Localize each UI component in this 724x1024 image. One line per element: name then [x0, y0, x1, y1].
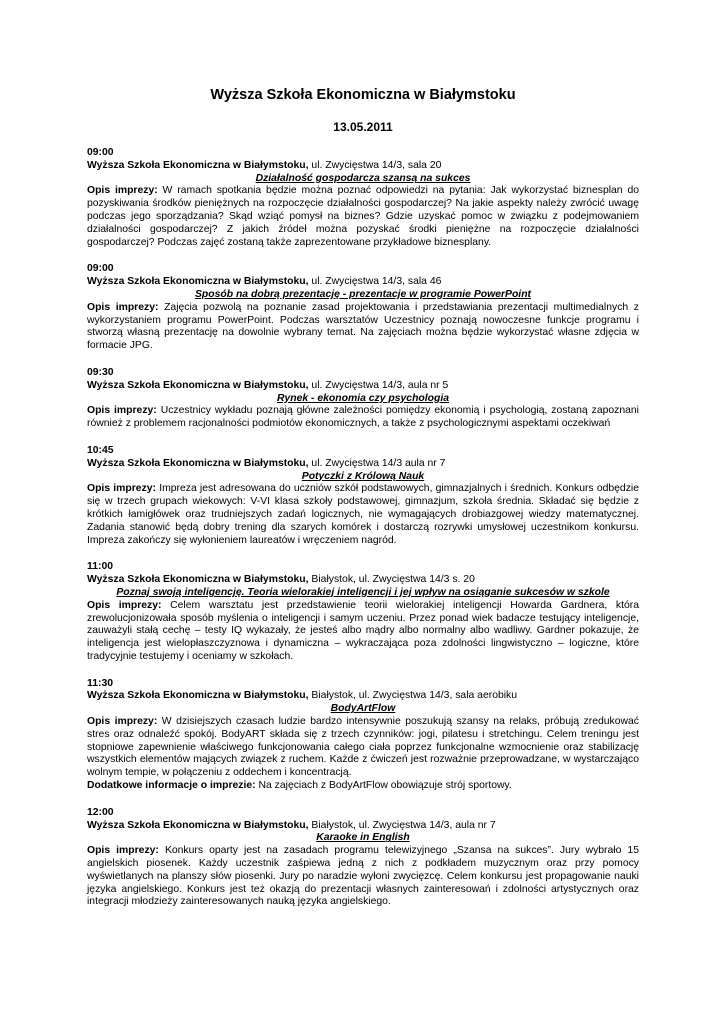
event-address: ul. Zwycięstwa 14/3, aula nr 5 — [308, 379, 449, 391]
event-address: Białystok, ul. Zwycięstwa 14/3, aula nr 7 — [308, 819, 496, 831]
document-title: Wyższa Szkoła Ekonomiczna w Białymstoku — [210, 87, 516, 103]
event-description — [87, 600, 639, 664]
description-label: Opis imprezy: — [87, 185, 158, 197]
event-topic: Karaoke in English — [316, 832, 410, 844]
event-venue — [87, 820, 639, 833]
event-institution: Wyższa Szkoła Ekonomiczna w Białymstoku, — [87, 276, 309, 288]
description-label: Opis imprezy: — [87, 599, 162, 611]
event-address: Białystok, ul. Zwycięstwa 14/3, sala aerobiku — [308, 690, 518, 702]
description-label: Opis imprezy: — [87, 405, 157, 417]
event-address: ul. Zwycięstwa 14/3 aula nr 7 — [308, 457, 446, 469]
description-text: W ramach spotkania będzie można poznać odpowiedzi na pytania: Jak wykorzystać biznesplan do pozyskiwania środków pieniężnych na rozpoczęcie działalności gospodarczej? Na jakie aspekty należy zwrócić uwagę podczas jego sporządzania? Skąd wziąć pomysł na biznes? Gdzie uzyskać pomoc w związku z podejmowaniem działalności gospodarczej? Z jakich źródeł można pozyskać środki pieniężne na rozpoczęcie działalności gospodarczej? Podczas zajęć zostaną także zaprezentowane przykładowe biznesplany. — [87, 185, 639, 248]
description-text: Zajęcia pozwolą na poznanie zasad projektowania i przedstawiania prezentacji multimedialnych z wykorzystaniem programu PowerPoint. Podczas warsztatów Uczestnicy poznają nowoczesne funkcje programu i stworzą własną prezentację na dowolnie wybrany temat. Na zajęciach można będzie wykorzystać własne zdjęcia w formacie JPG. — [87, 301, 639, 352]
event-institution: Wyższa Szkoła Ekonomiczna w Białymstoku, — [87, 159, 309, 171]
event-block — [87, 263, 639, 353]
description-text: Konkurs oparty jest na zasadach programu telewizyjnego „Szansa na sukces”. Jury wybrało 15 angielskich piosenek. Każdy uczestnik zaśpiewa jedną z nich z podkładem muzycznym oraz przy pomocy wyświetlanych na planszy słów piosenki. Jury po naradzie wyłoni zwycięzcę. Celem konkursu jest propagowanie nauki języka angielskiego. Konkurs jest też okazją do prezentacji własnych zainteresowań i zdolności artystycznych oraz integracji młodzieży zainteresowanych nauką języka angielskiego. — [87, 845, 640, 908]
event-venue — [87, 458, 639, 471]
event-block — [87, 147, 639, 249]
event-block — [87, 445, 639, 547]
event-topic: BodyArtFlow — [330, 703, 396, 715]
event-time: 09:30 — [87, 366, 114, 378]
event-venue — [87, 160, 639, 173]
event-description — [87, 716, 639, 780]
event-block — [87, 367, 639, 431]
document-page — [87, 84, 639, 909]
event-description — [87, 302, 639, 353]
event-description — [87, 185, 639, 249]
event-institution: Wyższa Szkoła Ekonomiczna w Białymstoku, — [87, 574, 309, 586]
document-date: 13.05.2011 — [333, 120, 393, 134]
extra-info-text: Na zajęciach z BodyArtFlow obowiązuje strój sportowy. — [255, 780, 512, 792]
event-time: 12:00 — [87, 806, 114, 818]
description-label: Opis imprezy: — [87, 845, 159, 857]
event-address: ul. Zwycięstwa 14/3, sala 46 — [308, 276, 442, 288]
event-block — [87, 678, 639, 793]
description-text: W dzisiejszych czasach ludzie bardzo intensywnie poszukują szansy na relaks, próbują zredukować stres oraz odnaleźć spokój. BodyART składa się z trzech czynników: jogi, pilatesu i stretchingu. Celem treningu jest stopniowe zapewnienie właściwego funkcjonowania całego ciała poprzez funkcjonalne wzmocnienie oraz stabilizację wszystkich elementów mających związek z ruchem. Każde z ćwiczeń jest rozważnie przeprowadzane, w wystarczająco wolnym tempie, w połączeniu z oddechem i koncentracją. — [87, 716, 640, 779]
event-topic: Poznaj swoją inteligencję. Teoria wielorakiej inteligencji i jej wpływ na osiąganie sukcesów w szkole — [116, 586, 610, 598]
event-address: ul. Zwycięstwa 14/3, sala 20 — [308, 159, 442, 171]
event-institution: Wyższa Szkoła Ekonomiczna w Białymstoku, — [87, 379, 309, 391]
event-extra-info — [87, 780, 639, 793]
event-time: 11:30 — [87, 677, 114, 689]
event-topic: Działalność gospodarcza szansą na sukces — [255, 172, 471, 184]
description-label: Opis imprezy: — [87, 301, 159, 313]
event-description — [87, 483, 639, 547]
event-venue — [87, 690, 639, 703]
event-venue — [87, 574, 639, 587]
event-block — [87, 561, 639, 663]
event-time: 09:00 — [87, 147, 114, 158]
event-venue — [87, 380, 639, 393]
event-venue — [87, 276, 639, 289]
event-institution: Wyższa Szkoła Ekonomiczna w Białymstoku, — [87, 690, 309, 702]
event-topic: Sposób na dobrą prezentację - prezentacje w programie PowerPoint — [194, 288, 532, 300]
event-description — [87, 405, 639, 431]
event-time: 11:00 — [87, 561, 114, 573]
event-block — [87, 807, 639, 909]
event-institution: Wyższa Szkoła Ekonomiczna w Białymstoku, — [87, 457, 309, 469]
description-text: Celem warsztatu jest przedstawienie teorii wielorakiej inteligencji Howarda Gardnera, która zrewolucjonizowała sposób myślenia o inteligencji i samym uczeniu. Przez ponad wiek badacze testujący inteligencje, zauważyli stałą cechę – testy IQ wykazały, że jesteś albo mądry albo normalny albo wadliwy. Gardner pokazuje, że inteligencja jest wielopłaszczyznowa i dynamiczna – wykraczająca poza zdolności lingwistyczno – logiczne, które tradycyjnie testujemy i oceniamy w szkołach. — [87, 599, 639, 662]
event-institution: Wyższa Szkoła Ekonomiczna w Białymstoku, — [87, 819, 309, 831]
description-label: Opis imprezy: — [87, 483, 157, 495]
event-time: 09:00 — [87, 263, 114, 275]
event-time: 10:45 — [87, 444, 114, 456]
event-description — [87, 845, 639, 909]
event-topic: Potyczki z Królową Nauk — [301, 470, 425, 482]
event-address: Białystok, ul. Zwycięstwa 14/3 s. 20 — [308, 574, 475, 586]
extra-info-label: Dodatkowe informacje o imprezie: — [87, 780, 256, 792]
description-text: Impreza jest adresowana do uczniów szkół podstawowych, gimnazjalnych i średnich. Konkurs odbędzie się w trzech grupach wiekowych: V-VI klasa szkoły podstawowej, gimnazjum, szkoła średnia. Składać się będzie z krótkich łamigłówek oraz trudniejszych zadań logicznych, nie wymagających drobiazgowej wiedzy matematycznej. Zadania stanowić będą dobry trening dla szarych komórek i dostarczą rozrywki umysłowej uczestnikom konkursu. Impreza zakończy się wyłonieniem laureatów i wręczeniem nagród. — [87, 483, 639, 546]
description-text: Uczestnicy wykładu poznają główne zależności pomiędzy ekonomią i psychologią, zostaną zapoznani również z problemem racjonalności podmiotów ekonomicznych, a także z psychologicznymi aspektami oczekiwań — [87, 405, 639, 430]
event-topic: Rynek - ekonomia czy psychologia — [276, 392, 450, 404]
description-label: Opis imprezy: — [87, 716, 158, 728]
